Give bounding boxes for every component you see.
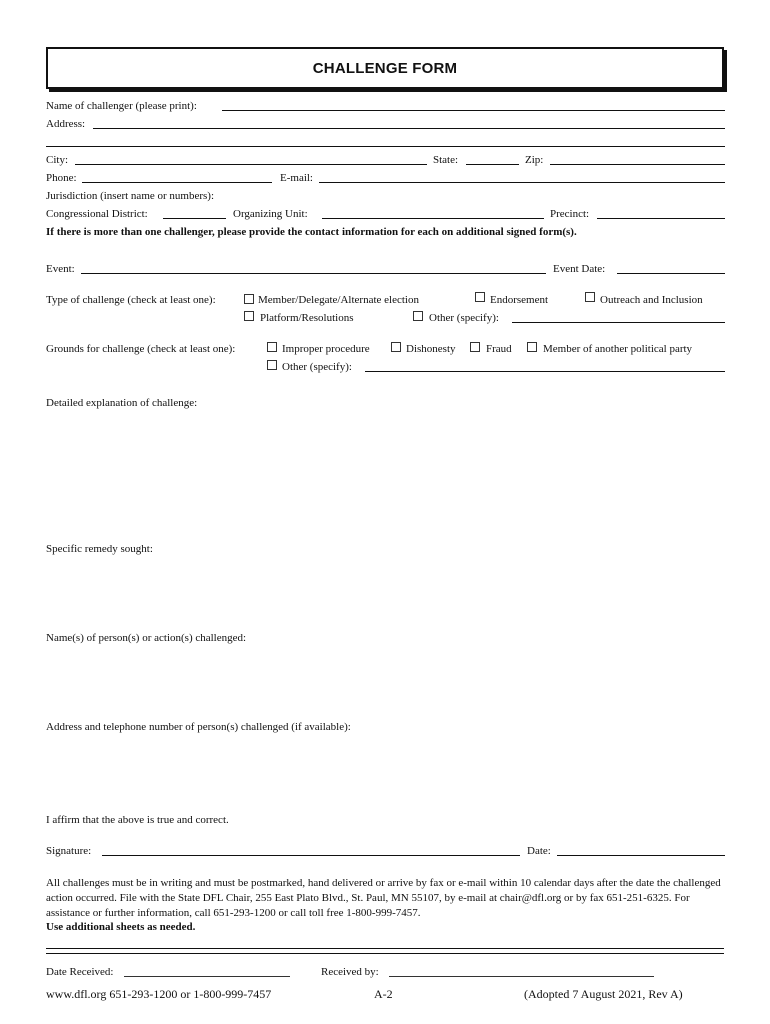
city-field[interactable]	[75, 164, 427, 165]
state-field[interactable]	[466, 164, 519, 165]
date-received-field[interactable]	[124, 976, 290, 977]
form-title-box	[46, 47, 724, 89]
event-field[interactable]	[81, 273, 546, 274]
multiple-challengers-note: If there is more than one challenger, please provide the contact information for each on additional signed form(s).	[46, 226, 577, 238]
date-label: Date:	[527, 845, 551, 857]
grounds-label: Grounds for challenge (check at least one):	[46, 343, 236, 355]
city-label: City:	[46, 154, 69, 166]
phone-label: Phone:	[46, 172, 77, 184]
state-label: State:	[433, 154, 459, 166]
fraud-checkbox[interactable]	[470, 342, 480, 352]
email-label: E-mail:	[280, 172, 313, 184]
platform-checkbox[interactable]	[244, 311, 254, 321]
endorsement-checkbox[interactable]	[475, 292, 485, 302]
dishonesty-option: Dishonesty	[406, 343, 456, 355]
type-other-field[interactable]	[512, 322, 725, 323]
grounds-other-checkbox[interactable]	[267, 360, 277, 370]
affirm-statement: I affirm that the above is true and correct.	[46, 814, 229, 826]
dishonesty-checkbox[interactable]	[391, 342, 401, 352]
persons-challenged-label: Name(s) of person(s) or action(s) challenged:	[46, 632, 247, 644]
event-label: Event:	[46, 263, 75, 275]
signature-label: Signature:	[46, 845, 92, 857]
received-by-field[interactable]	[389, 976, 654, 977]
member-election-option: Member/Delegate/Alternate election	[258, 294, 419, 306]
challenge-type-label: Type of challenge (check at least one):	[46, 294, 216, 306]
footer-rule-bottom	[46, 953, 724, 954]
organizing-unit-label: Organizing Unit:	[233, 208, 308, 220]
footer-contact: www.dfl.org 651-293-1200 or 1-800-999-7457	[46, 987, 272, 1001]
event-date-label: Event Date:	[553, 263, 606, 275]
received-by-label: Received by:	[321, 966, 379, 978]
signature-field[interactable]	[102, 855, 520, 856]
organizing-unit-field[interactable]	[322, 218, 544, 219]
outreach-option: Outreach and Inclusion	[600, 294, 703, 306]
type-other-checkbox[interactable]	[413, 311, 423, 321]
address-phone-label: Address and telephone number of person(s) challenged (if available):	[46, 721, 351, 733]
improper-procedure-option: Improper procedure	[282, 343, 370, 355]
endorsement-option: Endorsement	[490, 294, 549, 306]
improper-procedure-checkbox[interactable]	[267, 342, 277, 352]
zip-field[interactable]	[550, 164, 725, 165]
outreach-checkbox[interactable]	[585, 292, 595, 302]
date-field[interactable]	[557, 855, 725, 856]
form-title: CHALLENGE FORM	[312, 60, 458, 77]
remedy-label: Specific remedy sought:	[46, 543, 153, 555]
congressional-district-field[interactable]	[163, 218, 226, 219]
member-other-party-option: Member of another political party	[543, 343, 693, 355]
jurisdiction-label: Jurisdiction (insert name or numbers):	[46, 190, 215, 202]
name-field[interactable]	[222, 110, 725, 111]
email-field[interactable]	[319, 182, 725, 183]
page-number: A-2	[374, 987, 393, 1001]
address-label: Address:	[46, 118, 86, 130]
event-date-field[interactable]	[617, 273, 725, 274]
grounds-other-field[interactable]	[365, 371, 725, 372]
address-field-line-2[interactable]	[46, 146, 725, 147]
precinct-field[interactable]	[597, 218, 725, 219]
precinct-label: Precinct:	[550, 208, 590, 220]
additional-sheets-note: Use additional sheets as needed.	[46, 921, 196, 933]
member-other-party-checkbox[interactable]	[527, 342, 537, 352]
adopted-note: (Adopted 7 August 2021, Rev A)	[524, 987, 683, 1001]
platform-option: Platform/Resolutions	[260, 312, 354, 324]
fraud-option: Fraud	[486, 343, 512, 355]
date-received-label: Date Received:	[46, 966, 114, 978]
zip-label: Zip:	[525, 154, 544, 166]
instructions-paragraph: All challenges must be in writing and must be postmarked, hand delivered or arrive by fax or e-mail within 10 calendar days after the date the challenged action occurred. File with the State DFL Chair, 255 East Plato Blvd., St. Paul, MN 55107, by e-mail at chair@dfl.org or by fax 651-251-6325. For assistance or further information, call 651-293-1200 or call toll free 1-800-999-7457.	[46, 877, 721, 919]
phone-field[interactable]	[82, 182, 272, 183]
member-election-checkbox[interactable]	[244, 294, 254, 304]
footer-rule-top	[46, 948, 724, 949]
explanation-label: Detailed explanation of challenge:	[46, 397, 198, 409]
name-label: Name of challenger (please print):	[46, 100, 197, 112]
type-other-option: Other (specify):	[429, 312, 499, 324]
congressional-district-label: Congressional District:	[46, 208, 148, 220]
grounds-other-option: Other (specify):	[282, 361, 352, 373]
address-field[interactable]	[93, 128, 725, 129]
